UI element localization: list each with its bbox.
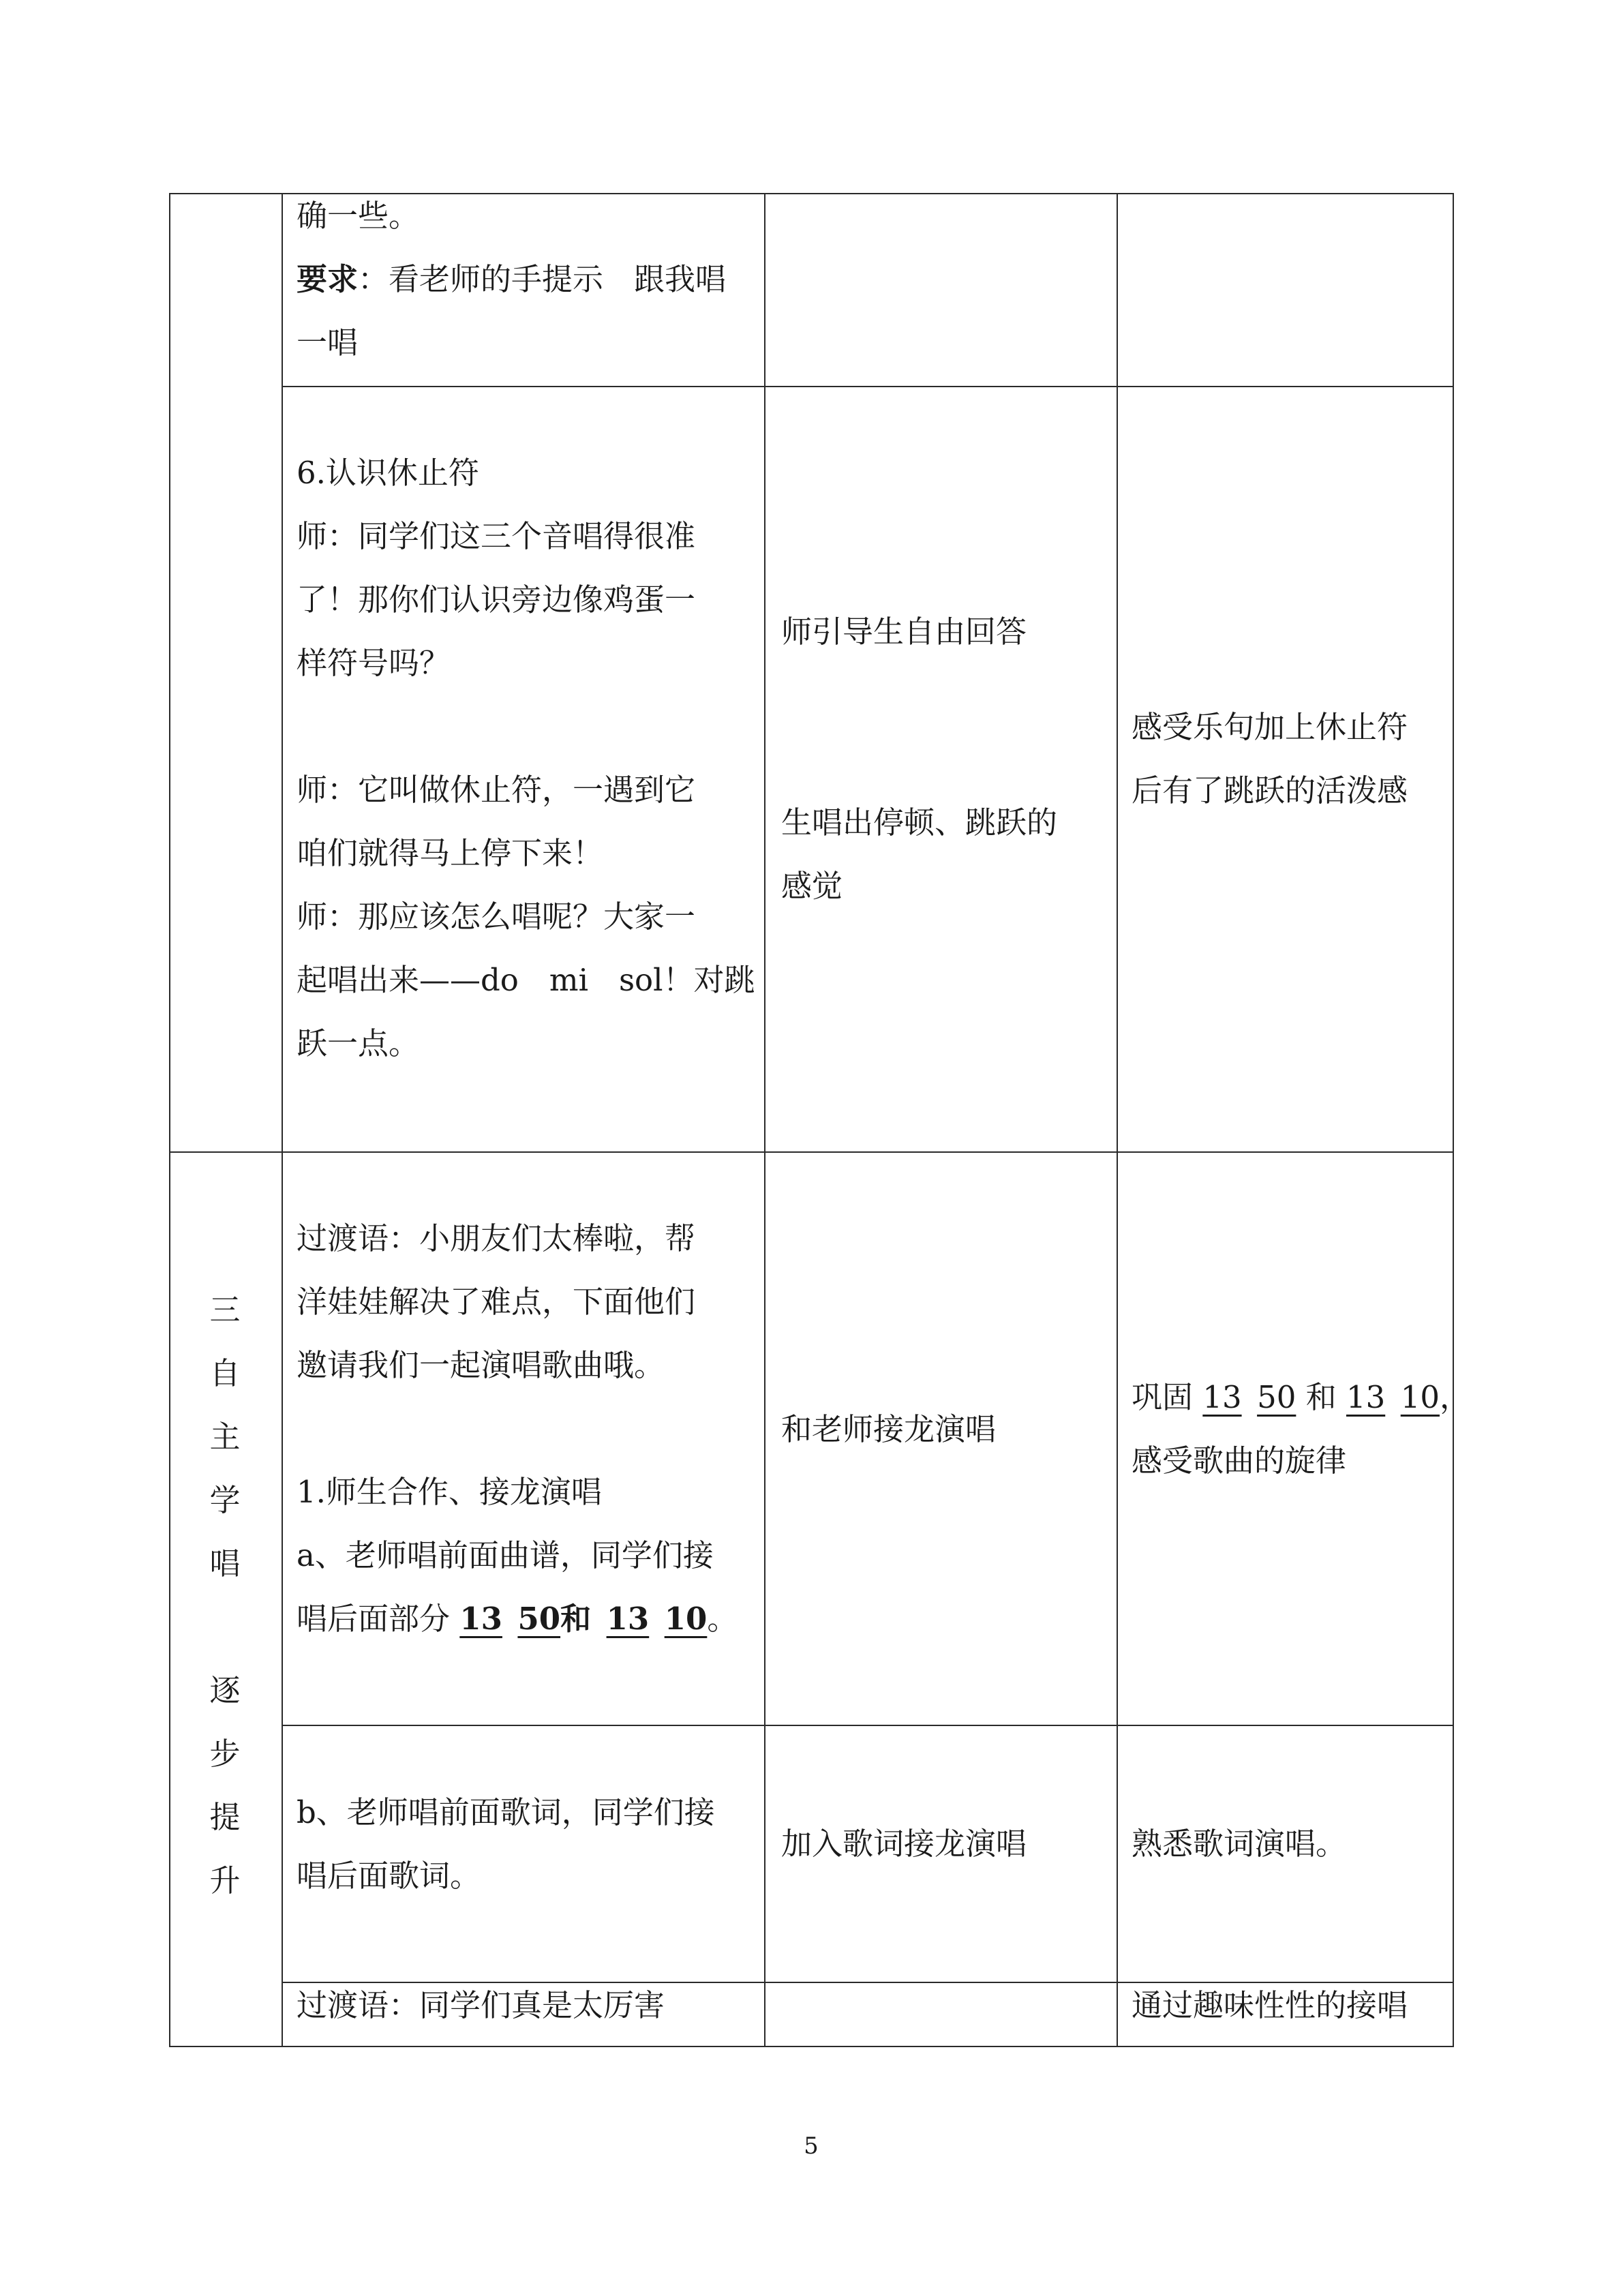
activity-line: 师引导生自由回答 — [781, 614, 1027, 650]
purpose-line: 熟悉歌词演唱。 — [1132, 1826, 1347, 1862]
row-divider — [282, 386, 1454, 387]
content-line: 咱们就得马上停下来！ — [297, 835, 604, 871]
purpose-line: 后有了跳跃的活泼感 — [1132, 772, 1408, 809]
purpose-text: ， — [1439, 1379, 1470, 1415]
content-line: 跃一点。 — [297, 1025, 420, 1061]
content-line: 确一些。 — [297, 198, 420, 234]
notation: 13 — [459, 1601, 502, 1637]
content-line: 过渡语：小朋友们太棒啦，帮 — [297, 1220, 696, 1256]
content-line: 1.师生合作、接龙演唱 — [297, 1474, 602, 1510]
purpose-line: 通过趣味性性的接唱 — [1132, 1987, 1408, 2023]
purpose-line: 感受乐句加上休止符 — [1132, 709, 1408, 745]
page-number: 5 — [804, 2132, 819, 2160]
content-line: 了！那你们认识旁边像鸡蛋一 — [297, 581, 696, 618]
table-border-left — [169, 193, 170, 2047]
activity-line: 生唱出停顿、跳跃的 — [781, 804, 1058, 841]
content-line: 样符号吗？ — [297, 645, 451, 681]
purpose-text: 巩固 — [1132, 1379, 1203, 1415]
content-line: a、老师唱前面曲谱，同学们接 — [297, 1537, 714, 1573]
notation: 10 — [1400, 1379, 1440, 1415]
notation: 10 — [664, 1601, 708, 1637]
row-divider — [282, 1725, 1454, 1726]
content-line: 邀请我们一起演唱歌曲哦。 — [297, 1347, 665, 1383]
content-line — [297, 247, 726, 311]
row2-activity-cell-2 — [781, 791, 1057, 918]
requirement-text: ：看老师的手提示 跟我唱 — [358, 261, 727, 297]
row5-content-cell — [297, 1974, 665, 2037]
content-line: 师：同学们这三个音唱得很准 — [297, 518, 696, 554]
table-border-bottom — [169, 2046, 1454, 2047]
row3-purpose-cell — [1132, 1365, 1470, 1492]
notation: 50 — [517, 1601, 561, 1637]
stage-char: 步 — [209, 1736, 241, 1772]
content-line: 洋娃娃解决了难点，下面他们 — [297, 1284, 696, 1320]
content-line: 师：那应该怎么唱呢？大家一 — [297, 898, 696, 935]
content-line: 6.认识休止符 — [297, 455, 479, 491]
notation: 13 — [1346, 1379, 1386, 1415]
purpose-line — [1132, 1365, 1470, 1429]
notation: 50 — [1257, 1379, 1296, 1415]
row4-activity-cell — [781, 1812, 1027, 1875]
row4-purpose-cell — [1132, 1812, 1346, 1875]
content-line — [297, 1587, 738, 1650]
purpose-text: 和 — [1296, 1379, 1346, 1415]
requirement-label: 要求 — [297, 261, 359, 297]
content-line: 师：它叫做休止符，一遇到它 — [297, 772, 696, 808]
stage-char: 唱 — [209, 1545, 241, 1582]
row3-activity-cell — [781, 1398, 996, 1461]
row1-content-cell — [297, 184, 726, 374]
content-text: 。 — [707, 1601, 738, 1637]
activity-line: 感觉 — [781, 868, 843, 904]
stage-char: 逐 — [209, 1672, 241, 1708]
row2-content-cell — [297, 441, 755, 1075]
content-text: 和 — [560, 1601, 592, 1637]
content-line: 过渡语：同学们真是太厉害 — [297, 1987, 665, 2023]
content-line: 起唱出来——do mi sol！对跳 — [297, 962, 755, 998]
content-line: 一唱 — [297, 324, 359, 361]
content-line: b、老师唱前面歌词，同学们接 — [297, 1794, 715, 1830]
row2-activity-cell — [781, 600, 1027, 663]
activity-line: 加入歌词接龙演唱 — [781, 1826, 1027, 1862]
stage-char: 升 — [209, 1862, 241, 1899]
column-divider — [282, 193, 283, 2047]
activity-line: 和老师接龙演唱 — [781, 1411, 997, 1447]
column-divider — [1117, 193, 1118, 2047]
purpose-line: 感受歌曲的旋律 — [1132, 1442, 1347, 1479]
stage-char: 提 — [209, 1799, 241, 1835]
stage-char: 自 — [209, 1355, 241, 1391]
notation: 13 — [1202, 1379, 1242, 1415]
table-border-right — [1453, 193, 1454, 2047]
row-divider — [169, 1151, 1454, 1153]
row2-purpose-cell — [1132, 695, 1408, 822]
stage-char: 三 — [209, 1292, 241, 1328]
notation: 13 — [606, 1601, 650, 1637]
stage-char: 学 — [209, 1482, 241, 1518]
row5-purpose-cell — [1132, 1974, 1408, 2037]
row3-content-cell — [297, 1207, 738, 1650]
content-line: 唱后面歌词。 — [297, 1858, 481, 1894]
content-text: 唱后面部分 — [297, 1601, 460, 1637]
row4-content-cell — [297, 1781, 715, 1907]
column-divider — [764, 193, 765, 2047]
stage-char: 主 — [209, 1419, 241, 1455]
